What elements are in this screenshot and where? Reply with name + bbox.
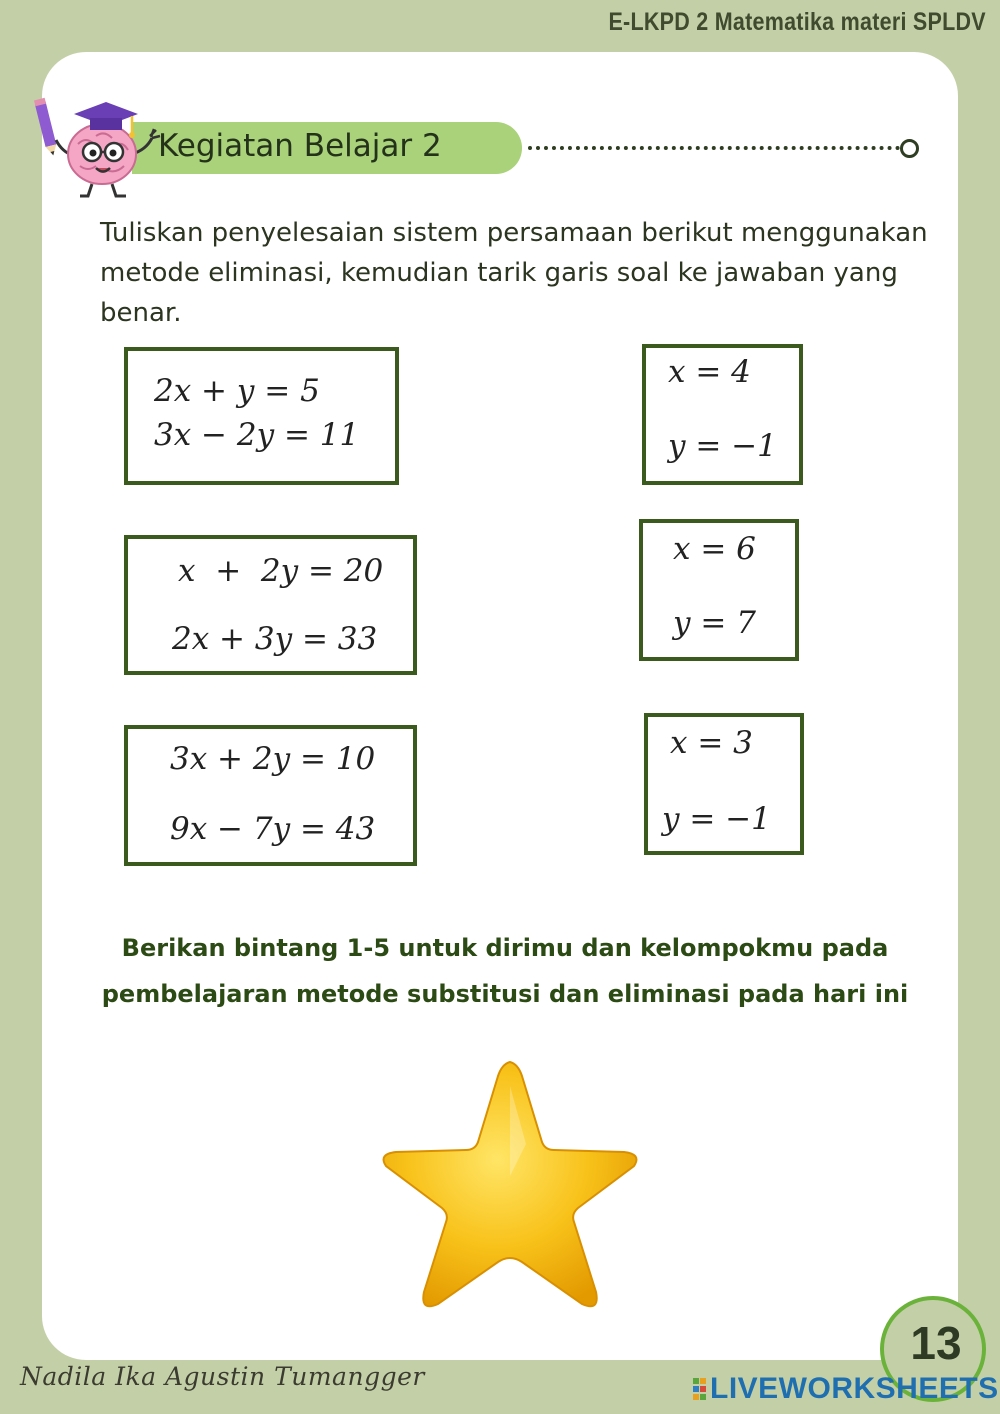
liveworksheets-brand: LIVEWORKSHEETS: [710, 1372, 999, 1405]
answer-y: y = 7: [673, 605, 756, 641]
star-rating-icon[interactable]: [372, 1056, 648, 1320]
question-box-1[interactable]: [124, 347, 399, 485]
equation-line: 2x + 3y = 33: [172, 621, 378, 657]
instruction-text: Tuliskan penyelesaian sistem persamaan berikut menggunakan metode eliminasi, kemudian tarik garis soal ke jawaban yang benar.: [100, 218, 928, 328]
answer-x: x = 4: [668, 354, 751, 390]
rating-prompt: [70, 925, 940, 1017]
document-header-title: E-LKPD 2 Matematika materi SPLDV: [608, 8, 986, 36]
equation-line: x + 2y = 20: [178, 553, 384, 589]
answer-box-1[interactable]: [642, 344, 803, 485]
section-title: Kegiatan Belajar 2: [158, 128, 442, 164]
answer-box-3[interactable]: [644, 713, 804, 855]
rating-prompt-line-2: pembelajaran metode substitusi dan eliminasi pada hari ini: [101, 980, 909, 1008]
divider-end-circle-icon: [900, 139, 919, 158]
author-signature: Nadila Ika Agustin Tumangger: [20, 1362, 425, 1391]
equation-line: 3x − 2y = 11: [154, 417, 360, 453]
answer-x: x = 6: [673, 531, 756, 567]
answer-x: x = 3: [670, 725, 753, 761]
answer-y: y = −1: [662, 801, 771, 837]
question-box-3[interactable]: [124, 725, 417, 866]
rating-prompt-line-1: Berikan bintang 1-5 untuk dirimu dan kelompokmu pada: [121, 934, 889, 962]
equation-line: 2x + y = 5: [154, 373, 320, 409]
equation-line: 9x − 7y = 43: [170, 811, 376, 847]
answer-y: y = −1: [668, 428, 777, 464]
liveworksheets-logo-icon: [693, 1378, 707, 1402]
equation-line: 3x + 2y = 10: [170, 741, 376, 777]
brain-mascot-icon: [34, 92, 168, 202]
dotted-divider: [528, 146, 900, 150]
answer-box-2[interactable]: [639, 519, 799, 661]
question-box-2[interactable]: [124, 535, 417, 675]
page-number: 13: [910, 1317, 962, 1369]
